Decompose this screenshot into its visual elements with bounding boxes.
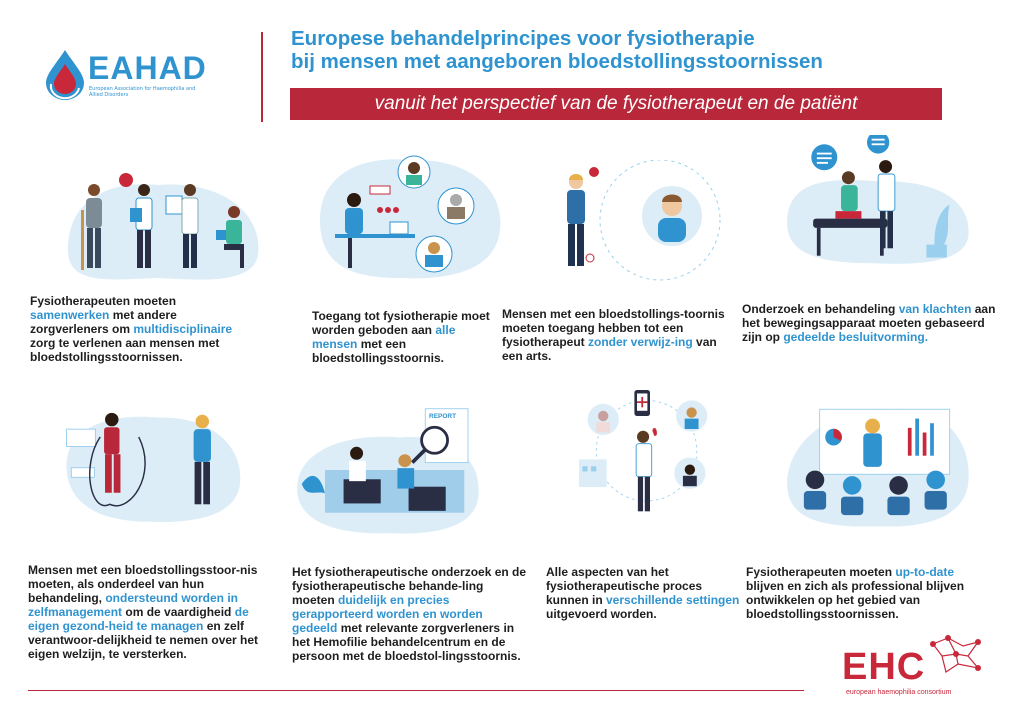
card-text-4 (742, 302, 1002, 344)
text-part: van een arts. (502, 335, 717, 363)
highlight: ondersteund worden in zelfmanagement (28, 591, 239, 619)
highlight: gedeelde besluitvorming. (783, 330, 929, 344)
illustration-report (280, 405, 500, 535)
highlight: multidisciplinaire (133, 322, 233, 336)
text-part: Fysiotherapeuten moeten (746, 565, 896, 579)
header-divider (261, 32, 263, 122)
illustration-settings (540, 390, 760, 520)
card-text-8 (746, 565, 991, 621)
text-part: Mensen met een bloedstollings-toornis moeten toegang hebben tot een fysiotherapeut (502, 307, 725, 349)
ehc-logo-text: EHC (842, 646, 926, 688)
ehc-logo-subtitle: european haemophilia consortium (846, 689, 952, 696)
title-line-2: bij mensen met aangeboren bloedstollingsstoornissen (291, 50, 823, 73)
illustration-no-referral (540, 160, 760, 290)
text-part: Fysiotherapeuten moeten (30, 294, 177, 308)
text-part: om de vaardigheid (122, 605, 235, 619)
highlight: van klachten (898, 302, 972, 316)
illustration-up-to-date (770, 400, 990, 530)
highlight: samenwerken (30, 308, 110, 322)
text-part: aan het bewegingsapparaat moeten gebaseerd zijn op (742, 302, 996, 344)
highlight: alle mensen (312, 323, 456, 351)
highlight: de eigen gezond-heid te managen (28, 605, 249, 633)
text-part: Alle aspecten van het fysiotherapeutische proces kunnen in (546, 565, 703, 607)
illustration-collaboration (48, 160, 268, 290)
card-text-3 (502, 307, 730, 363)
logo-subtitle: European Association for Haemophilia and Allied Disorders (89, 86, 196, 98)
card-text-7 (546, 565, 741, 621)
text-part: met een bloedstollingsstoornis. (312, 337, 445, 365)
title-line-1: Europese behandelprincipes voor fysiotherapie (291, 27, 755, 50)
highlight: duidelijk en precies gerapporteerd worden en worden gedeeld (292, 593, 483, 635)
highlight: verschillende settingen (606, 593, 740, 607)
illustration-self-management (48, 408, 268, 538)
highlight: zonder verwijz-ing (588, 335, 693, 349)
text-part: en zelf verantwoor-delijkheid te nemen over het eigen welzijn, te versterken. (28, 619, 259, 661)
logo-name: EAHAD (88, 50, 207, 86)
blood-drop-logo-icon (42, 48, 88, 100)
subtitle-banner (290, 88, 942, 120)
illustration-shared-decision (770, 135, 990, 265)
text-part: Onderzoek en behandeling (742, 302, 899, 316)
report-label: REPORT (429, 413, 457, 420)
text-part: Het fysiotherapeutische onderzoek en de fysiotherapeutische behande-ling moeten (292, 565, 527, 607)
text-part: blijven en zich als professional blijven ontwikkelen op het gebied van bloedstollingsstoornissen. (746, 579, 965, 621)
card-text-2 (312, 309, 492, 365)
text-part: zorg te verlenen aan mensen met bloedstollingsstoornissen. (30, 336, 220, 364)
text-part: met andere zorgverleners om (30, 308, 177, 336)
text-part: met relevante zorgverleners in het Hemofilie behandelcentrum en de persoon met de bloedstol-lingsstoornis. (292, 621, 521, 663)
card-text-6 (292, 565, 528, 663)
card-text-1 (30, 294, 255, 364)
page-title (291, 27, 823, 73)
highlight: up-to-date (895, 565, 955, 579)
banner-text: vanuit het perspectief van de fysiotherapeut en de patiënt (374, 93, 858, 114)
card-text-5 (28, 563, 273, 661)
footer-divider (28, 690, 804, 691)
illustration-access (300, 150, 520, 280)
text-part: Toegang tot fysiotherapie moet worden geboden aan (312, 309, 490, 337)
text-part: Mensen met een bloedstollingsstoor-nis moeten, als onderdeel van hun behandeling, (28, 563, 258, 605)
text-part: uitgevoerd worden. (546, 607, 657, 621)
